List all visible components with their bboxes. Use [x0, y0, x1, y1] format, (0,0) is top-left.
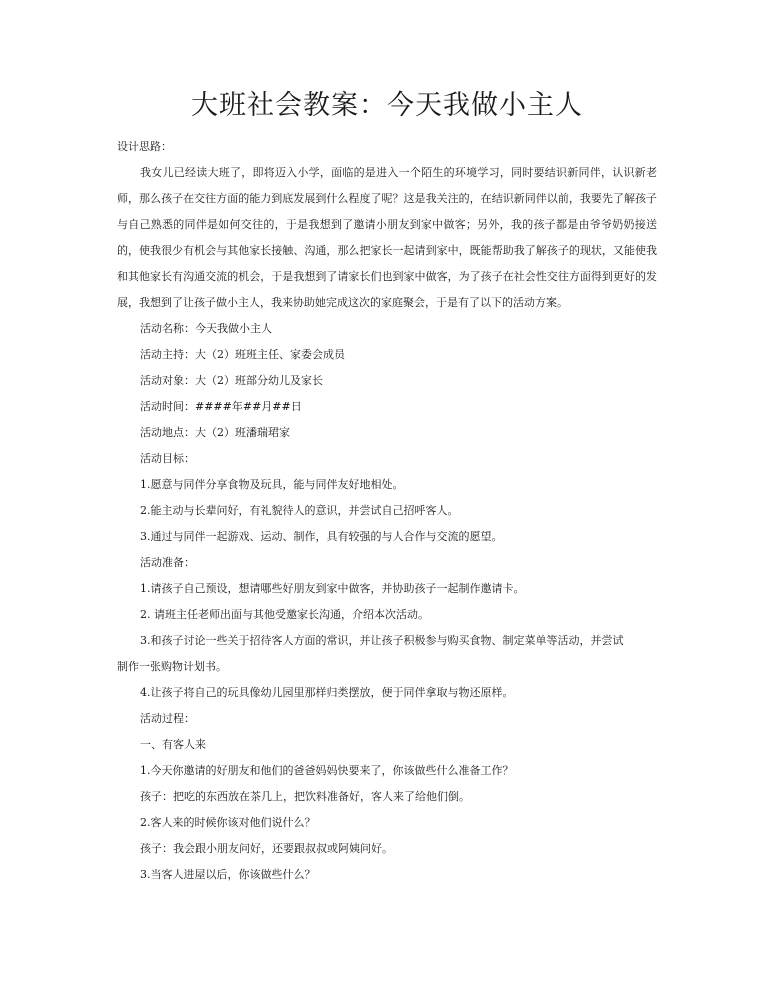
goal-item: 1.愿意与同伴分享食物及玩具，能与同伴友好地相处。 — [140, 478, 404, 491]
question-item: 3.当客人进屋以后，你该做些什么？ — [140, 868, 316, 881]
prep-item: 4.让孩子将自己的玩具像幼儿园里那样归类摆放，便于同伴拿取与物还原样。 — [140, 686, 514, 699]
answer-item: 孩子：我会跟小朋友问好，还要跟叔叔或阿姨问好。 — [140, 842, 393, 855]
activity-host: 活动主持：大（2）班班主任、家委会成员 — [140, 348, 345, 361]
goal-item: 2.能主动与长辈问好，有礼貌待人的意识，并尝试自己招呼客人。 — [140, 504, 459, 517]
activity-target: 活动对象：大（2）班部分幼儿及家长 — [140, 374, 323, 387]
answer-item: 孩子：把吃的东西放在茶几上，把饮料准备好，客人来了给他们倒。 — [140, 790, 470, 803]
design-paragraph: 我女儿已经读大班了，即将迈入小学，面临的是进入一个陌生的环境学习，同时要结识新同伴，认识新老师，那么孩子在交往方面的能力到底发展到什么程度了呢？这是我关注的，在结识新同伴以前，我要先了解孩子与自己熟悉的同伴是如何交往的，于是我想到了邀请小朋友到家中做客；另外，我的孩子都是由爷爷奶奶接送的，使我很少有机会与其他家长接触、沟通，那么把家长一起请到家中，既能帮助我了解孩子的现状，又能使我和其他家长有沟通交流的机会，于是我想到了请家长们也到家中做客，为了孩子在社会性交往方面得到更好的发展，我想到了让孩子做小主人，我来协助她完成这次的家庭聚会，于是有了以下的活动方案。 — [117, 166, 657, 309]
prep-item-continued: 制作一张购物计划书。 — [117, 660, 227, 673]
section-heading: 一、有客人来 — [140, 738, 206, 751]
goal-item: 3.通过与同伴一起游戏、运动、制作，具有较强的与人合作与交流的愿望。 — [140, 530, 503, 543]
prep-item: 2. 请班主任老师出面与其他受邀家长沟通，介绍本次活动。 — [140, 608, 429, 621]
question-item: 2.客人来的时候你该对他们说什么？ — [140, 816, 316, 829]
prep-label: 活动准备： — [140, 556, 195, 569]
document-title: 大班社会教案：今天我做小主人 — [191, 90, 583, 121]
activity-place: 活动地点：大（2）班潘瑞珺家 — [140, 426, 290, 439]
prep-item: 3.和孩子讨论一些关于招待客人方面的常识，并让孩子积极参与购买食物、制定菜单等活动，并尝试 — [140, 634, 624, 647]
goals-label: 活动目标： — [140, 452, 195, 465]
process-label: 活动过程： — [140, 712, 195, 725]
prep-item: 1.请孩子自己预设，想请哪些好朋友到家中做客，并协助孩子一起制作邀请卡。 — [140, 582, 525, 595]
design-label: 设计思路： — [117, 140, 172, 153]
document-page — [117, 88, 657, 888]
activity-time: 活动时间：####年##月##日 — [140, 400, 302, 413]
question-item: 1.今天你邀请的好朋友和他们的爸爸妈妈快要来了，你该做些什么准备工作？ — [140, 764, 514, 777]
activity-name: 活动名称：今天我做小主人 — [140, 322, 272, 335]
